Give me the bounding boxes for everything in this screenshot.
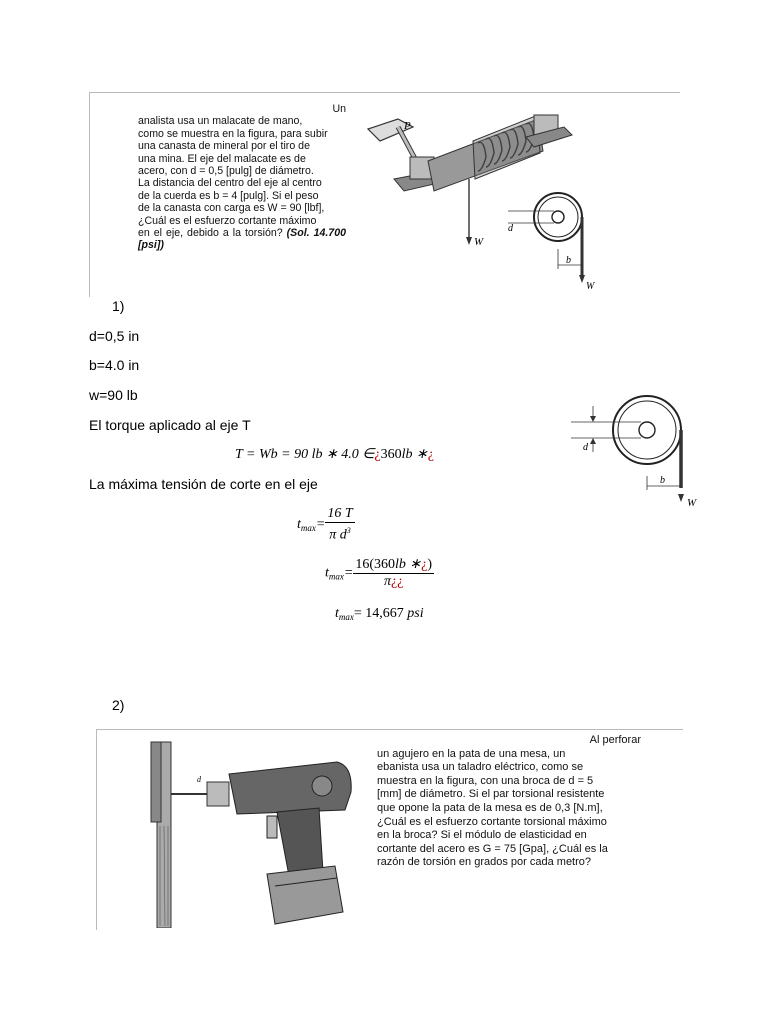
shear-result: $t_{max}= 14,667$ psi — [335, 606, 424, 622]
drill-drawing — [147, 736, 377, 928]
shear-heading: La máxima tensión de corte en el eje — [89, 476, 318, 492]
problem1-statement: Un analista usa un malacate de mano, como se muestra en la figura, para subir una canasta de mineral por el tiro de una mina. El eje del malacate es de acero, con d = 0,5 [pulg] de diámetro. La distancia del centro del eje al centro de la cuerda es b = 4 [pulg]. Si el peso de la canasta con carga es W = 90 [lbf], ¿Cuál es el esfuerzo cortante máximo en el eje, debido a la torsión? (Sol. 14.700 [psi]) — [138, 103, 346, 252]
label-d2: d — [583, 442, 588, 453]
shear-formula: $t_{max}=$ $\frac{16 T}{\pi d^3}$ — [297, 506, 353, 543]
label-W1: W — [474, 236, 484, 248]
problem2-number: 2) — [112, 697, 125, 713]
label-d3: d — [197, 775, 201, 784]
label-d1: d — [508, 223, 513, 234]
label-W3: W — [687, 497, 697, 509]
label-b1: b — [566, 255, 571, 266]
shear-substitution: $t_{max}=$ $\frac{16(360lb ∗¿)}{\pi¿¿}$ — [325, 557, 433, 589]
problem1-figure — [89, 92, 680, 297]
problem2-figure — [96, 729, 683, 930]
torque-equation: T = Wb = 90 lb ∗ 4.0 ∈¿360lb ∗¿ — [235, 447, 434, 462]
label-W2: W — [586, 281, 595, 292]
problem1-image-answer: (Sol. 14.700 [psi]) — [138, 227, 346, 252]
shaft-section-figure — [565, 392, 705, 512]
given-d: d=0,5 in — [89, 328, 140, 344]
problem1-number: 1) — [112, 298, 125, 314]
label-b2: b — [660, 475, 665, 486]
given-w: w=90 lb — [89, 387, 138, 403]
label-P: P — [404, 120, 411, 132]
winch-drawing — [358, 99, 678, 295]
problem2-statement: Al perforar un agujero en la pata de una mesa, un ebanista usa un taladro eléctrico, como se muestra en la figura, con una broca de d = 5 [mm] de diámetro. Si el par torsional resistente que opone la pata de la mesa es de 0,3 [N.m], ¿Cuál es el esfuerzo cortante torsional máximo en la broca? Si el módulo de elasticidad en cortante del acero es G = 75 [Gpa], ¿Cuál es la razón de torsión en grados por cada metro? — [377, 734, 641, 869]
torque-heading: El torque aplicado al eje T — [89, 417, 251, 433]
given-b: b=4.0 in — [89, 357, 140, 373]
